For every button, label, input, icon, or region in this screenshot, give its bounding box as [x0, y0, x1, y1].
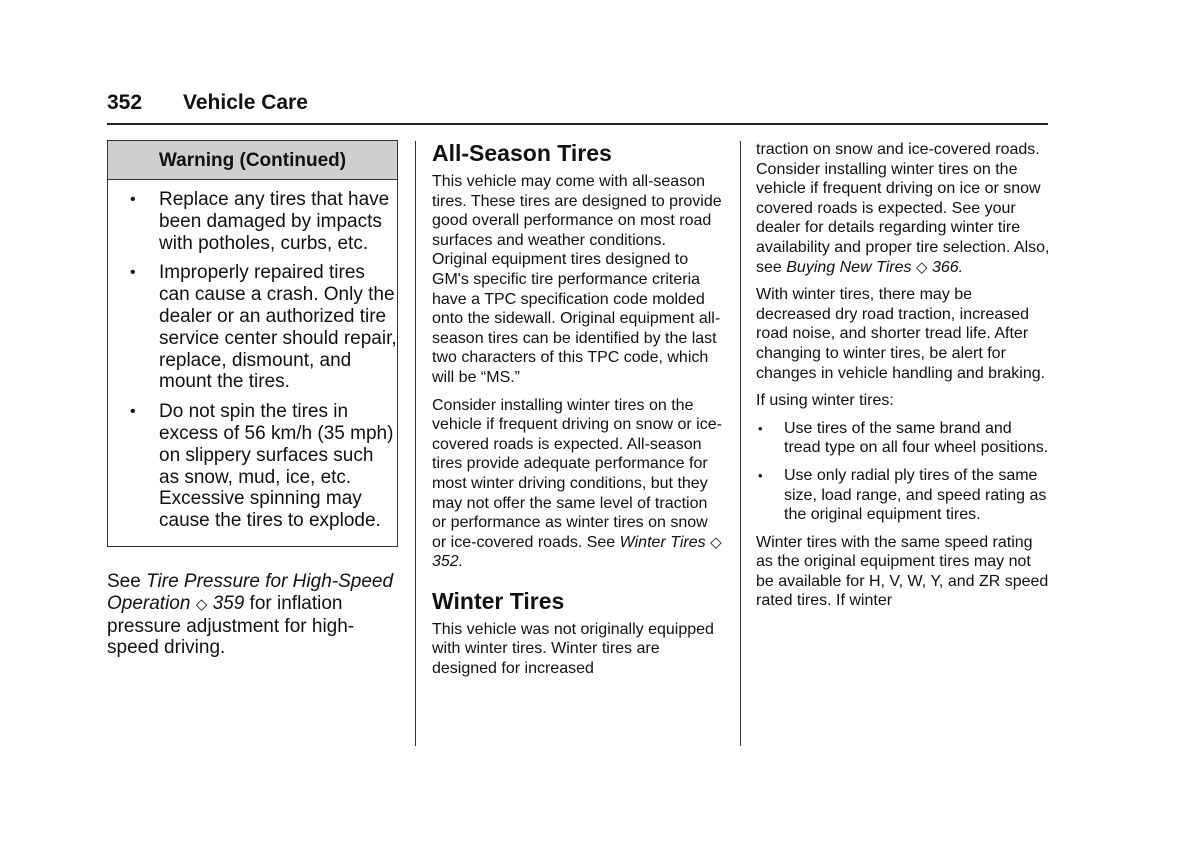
warning-item: [108, 401, 397, 532]
column-divider-right: [740, 141, 741, 746]
see-note-prefix: See: [107, 570, 147, 592]
warning-item-text: Improperly repaired tires can cause a crash. Only the dealer or an authorized tire service center should repair, replace, dismount, and mount the tires.: [159, 262, 397, 393]
see-note-link[interactable]: Tire Pressure for High-Speed Operation: [107, 570, 394, 614]
bullet-icon: •: [130, 264, 136, 282]
winter-heading: Winter Tires: [432, 587, 565, 614]
buying-new-tires-page[interactable]: 366.: [931, 258, 964, 276]
warning-box: [107, 140, 398, 547]
column-right: [756, 140, 1051, 619]
winter-para2: With winter tires, there may be decreased dry road traction, increased road noise, and shorter tread life. After changing to winter tires, be alert for changes in vehicle handling and braking.: [756, 286, 1046, 382]
see-note-page[interactable]: 359: [212, 592, 245, 614]
column-left: [107, 140, 399, 659]
warning-title: Warning (Continued): [108, 141, 397, 180]
bullet-icon: •: [758, 420, 763, 436]
all-season-para1: This vehicle may come with all-season tires. These tires are designed to provide good overall performance on most road surfaces and weather conditions. Original equipment tires designed to GM's specific tire performance criteria have a TPC specification code molded onto the sidewall. Original equipment all-season tires can be identified by the last two characters of this TPC code, which will be “MS.”: [432, 173, 722, 386]
winter-bullet-list: [756, 419, 1051, 525]
buying-new-tires-link[interactable]: Buying New Tires: [786, 258, 912, 276]
list-item-text: Use tires of the same brand and tread type on all four wheel positions.: [784, 419, 1049, 457]
bullet-icon: •: [130, 403, 136, 421]
page-header: [107, 91, 1048, 125]
warning-list: [108, 180, 397, 546]
bullet-icon: •: [130, 191, 136, 208]
all-season-heading: All-Season Tires: [432, 140, 612, 166]
see-note: [107, 571, 399, 659]
column-middle: [432, 140, 722, 687]
warning-item-text: Do not spin the tires in excess of 56 km/h (35 mph) on slippery surfaces such as snow, mud, ice, etc. Excessive spinning may cause the tires to explode.: [159, 401, 394, 532]
list-item: [756, 466, 1051, 525]
bullet-icon: •: [758, 467, 763, 483]
see-note-suffix: for inflation pressure adjustment for high-speed driving.: [107, 592, 355, 659]
warning-item-text: Replace any tires that have been damaged by impacts with potholes, curbs, etc.: [159, 189, 390, 254]
winter-para1-cont-text: traction on snow and ice-covered roads. Consider installing winter tires on the vehicle if frequent driving on ice or snow covered roads is expected. See your dealer for details regarding winter tire availability and proper tire selection. Also, see: [756, 141, 1050, 276]
warning-item: [108, 262, 397, 393]
all-season-para2-text: Consider installing winter tires on the vehicle if frequent driving on snow or ice-covered roads is expected. All-season tires provide adequate performance for most winter driving conditions, but they may not offer the same level of traction or performance as winter tires on snow or ice-covered roads. See: [432, 396, 722, 551]
page-ref-icon: ◇: [915, 258, 928, 276]
warning-item: [108, 189, 397, 254]
page-ref-icon: ◇: [195, 595, 208, 613]
section-title: Vehicle Care: [183, 91, 308, 114]
winter-para4: Winter tires with the same speed rating as the original equipment tires may not be available for H, V, W, Y, and ZR speed rated tires. If winter: [756, 533, 1049, 610]
list-item: [756, 419, 1051, 458]
column-divider-left: [415, 141, 416, 746]
winter-tires-page[interactable]: 352.: [432, 553, 464, 571]
winter-tires-link[interactable]: Winter Tires: [619, 533, 706, 551]
winter-para1-start: This vehicle was not originally equipped with winter tires. Winter tires are designed for increased: [432, 620, 714, 678]
winter-para3: If using winter tires:: [756, 392, 894, 410]
page-number: 352: [107, 91, 143, 114]
page-ref-icon: ◇: [710, 533, 722, 551]
winter-para1-cont: [756, 140, 1051, 277]
all-season-para2: [432, 396, 722, 572]
list-item-text: Use only radial ply tires of the same size, load range, and speed rating as the original equipment tires.: [784, 466, 1047, 524]
